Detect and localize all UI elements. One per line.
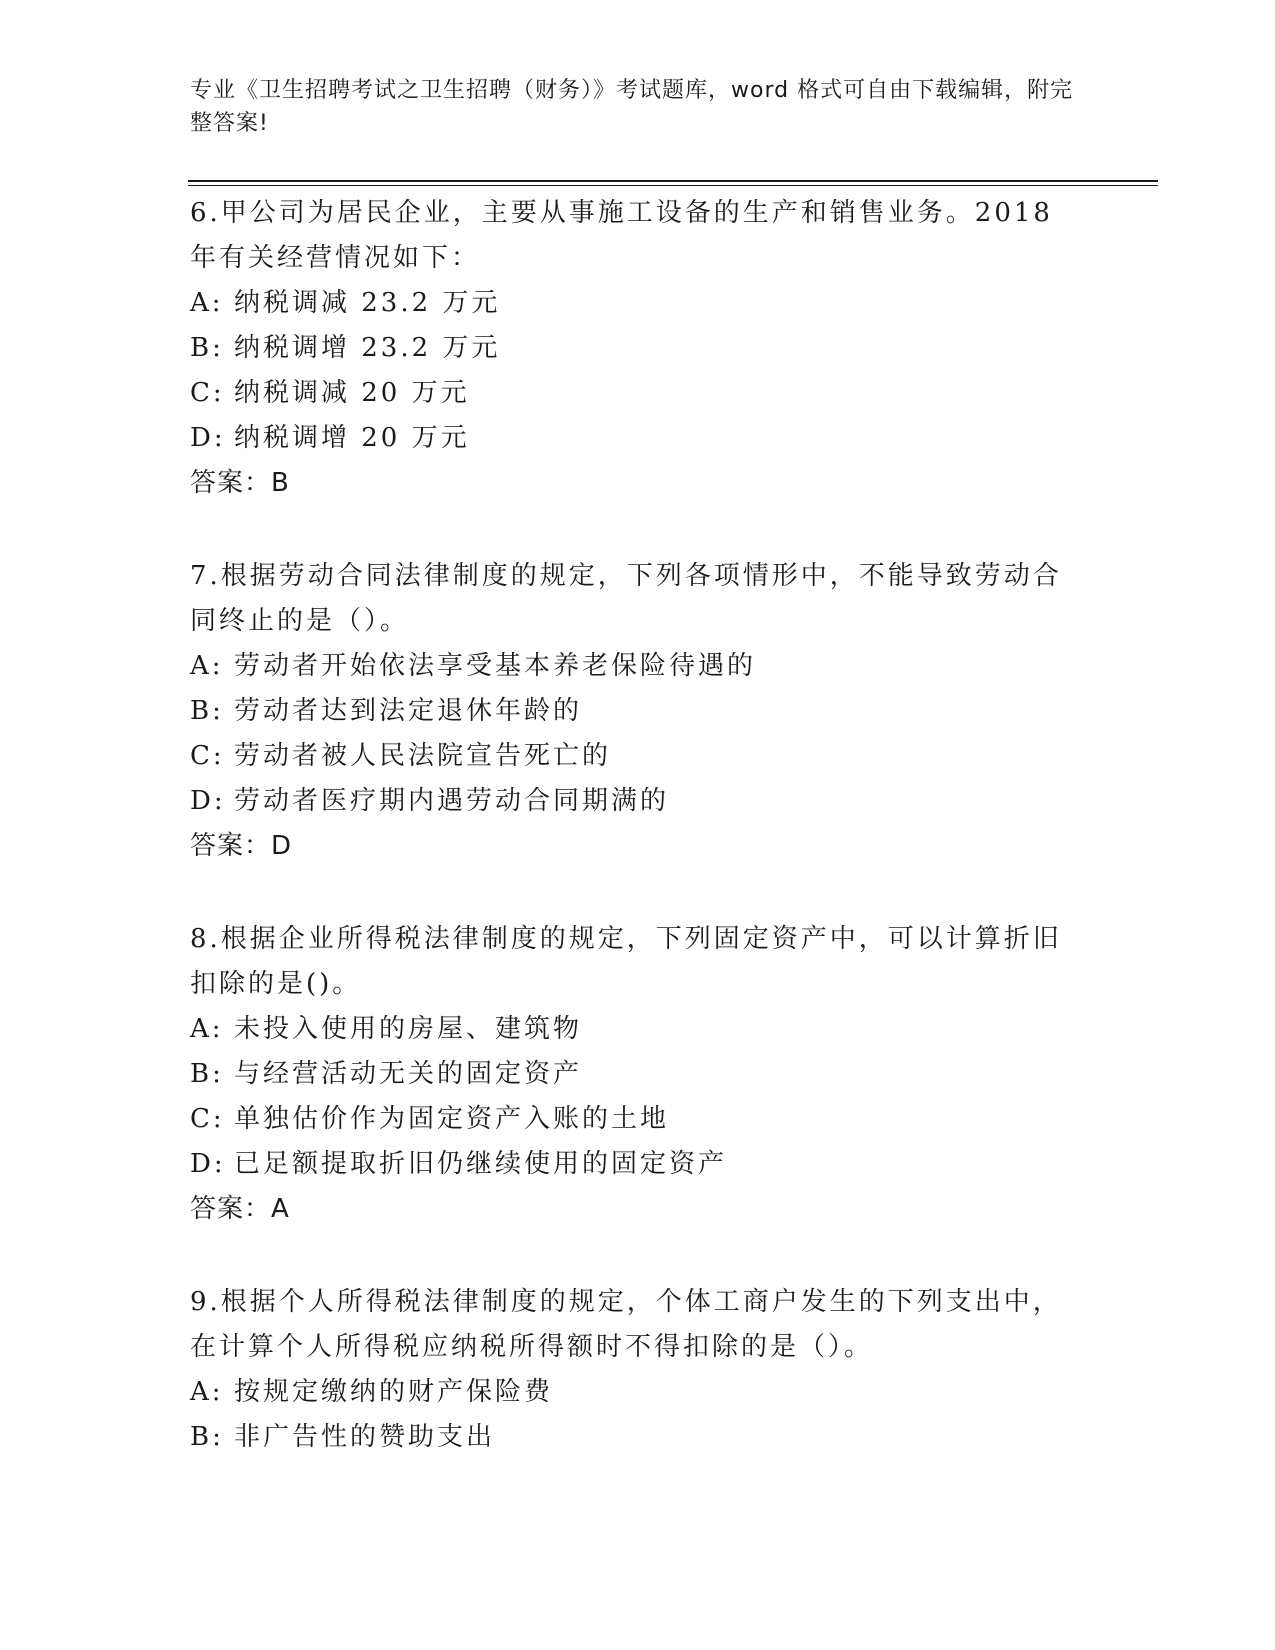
option-c	[190, 371, 1090, 416]
option-d	[190, 779, 1090, 824]
option-b	[190, 1052, 1090, 1097]
question-spacer	[190, 506, 1090, 551]
question-item	[190, 188, 1090, 551]
option-letter: D:	[190, 1149, 226, 1179]
option-text: 单独估价作为固定资产入账的土地	[234, 1104, 670, 1134]
question-answer: 答案：D	[190, 831, 293, 861]
option-text: 未投入使用的房屋、建筑物	[234, 1014, 583, 1044]
option-b	[190, 689, 1090, 734]
option-text: 纳税调增 23.2 万元	[234, 333, 501, 363]
option-text: 已足额提取折旧仍继续使用的固定资产	[234, 1149, 728, 1179]
option-b	[190, 1415, 1090, 1460]
question-item	[190, 551, 1090, 914]
question-answer: 答案：B	[190, 468, 290, 498]
question-stem: 7.根据劳动合同法律制度的规定，下列各项情形中，不能导致劳动合同终止的是（）。	[190, 561, 1062, 636]
option-letter: A:	[190, 1377, 224, 1407]
option-letter: C:	[190, 1104, 225, 1134]
question-item	[190, 914, 1090, 1277]
question-answer: 答案：A	[190, 1194, 290, 1224]
option-a	[190, 644, 1090, 689]
option-letter: A:	[190, 1014, 224, 1044]
question-stem: 9.根据个人所得税法律制度的规定，个体工商户发生的下列支出中，在计算个人所得税应纳税所得额时不得扣除的是（）。	[190, 1287, 1062, 1362]
header-divider-thin	[188, 185, 1158, 186]
option-text: 纳税调减 23.2 万元	[234, 288, 501, 318]
question-list	[190, 188, 1090, 1460]
option-text: 劳动者达到法定退休年龄的	[234, 696, 583, 726]
option-text: 纳税调减 20 万元	[234, 378, 470, 408]
option-d	[190, 1142, 1090, 1187]
option-d	[190, 416, 1090, 461]
question-stem: 8.根据企业所得税法律制度的规定，下列固定资产中，可以计算折旧扣除的是()。	[190, 924, 1062, 999]
option-text: 劳动者医疗期内遇劳动合同期满的	[234, 786, 670, 816]
option-text: 劳动者被人民法院宣告死亡的	[234, 741, 612, 771]
option-letter: B:	[190, 1422, 224, 1452]
option-a	[190, 1007, 1090, 1052]
document-header: 专业《卫生招聘考试之卫生招聘（财务）》考试题库，word 格式可自由下载编辑，附完整答案!	[190, 78, 1074, 136]
option-letter: B:	[190, 1059, 224, 1089]
option-letter: B:	[190, 696, 224, 726]
option-text: 按规定缴纳的财产保险费	[234, 1377, 554, 1407]
option-letter: C:	[190, 741, 225, 771]
option-c	[190, 1097, 1090, 1142]
option-letter: B:	[190, 333, 224, 363]
option-letter: A:	[190, 651, 224, 681]
option-letter: A:	[190, 288, 224, 318]
option-letter: D:	[190, 423, 226, 453]
option-letter: C:	[190, 378, 225, 408]
option-b	[190, 326, 1090, 371]
option-c	[190, 734, 1090, 779]
question-item	[190, 1277, 1090, 1460]
option-a	[190, 1370, 1090, 1415]
question-spacer	[190, 1232, 1090, 1277]
option-letter: D:	[190, 786, 226, 816]
header-divider-thick	[188, 180, 1158, 182]
option-text: 与经营活动无关的固定资产	[234, 1059, 583, 1089]
question-stem: 6.甲公司为居民企业，主要从事施工设备的生产和销售业务。2018 年有关经营情况如下：	[190, 198, 1053, 273]
option-a	[190, 281, 1090, 326]
option-text: 劳动者开始依法享受基本养老保险待遇的	[234, 651, 757, 681]
option-text: 非广告性的赞助支出	[234, 1422, 496, 1452]
question-spacer	[190, 869, 1090, 914]
option-text: 纳税调增 20 万元	[234, 423, 470, 453]
